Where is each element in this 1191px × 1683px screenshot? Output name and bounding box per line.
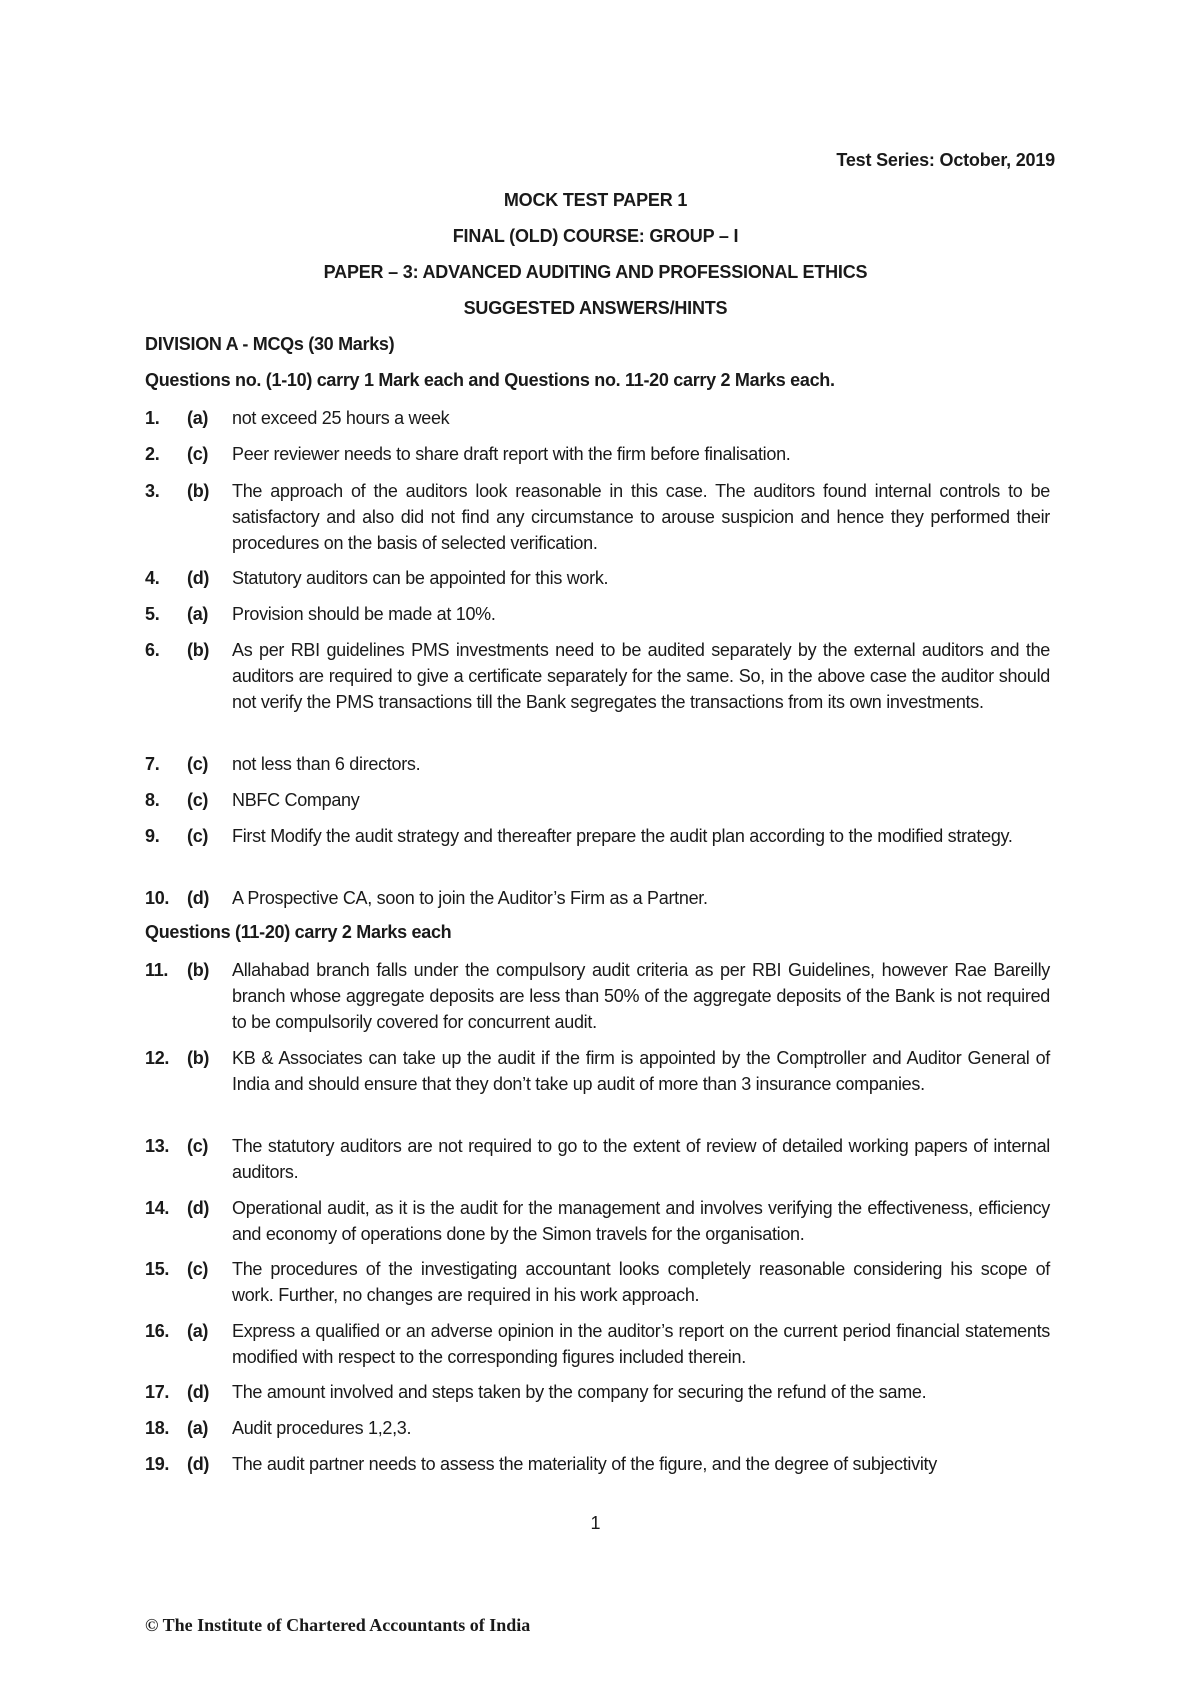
answer-option: (d) (187, 888, 210, 908)
answer-option: (c) (187, 754, 209, 774)
answer-option: (a) (187, 1418, 209, 1438)
answer-text: The audit partner needs to assess the materiality of the figure, and the degree of subjectivity (232, 1454, 937, 1474)
answer-text: Statutory auditors can be appointed for this work. (232, 568, 609, 588)
answer-item (145, 601, 1050, 627)
division-heading: DIVISION A - MCQs (30 Marks) (145, 334, 395, 354)
section-heading: Questions (11-20) carry 2 Marks each (145, 922, 452, 942)
answer-option: (d) (187, 1198, 210, 1218)
answer-text: First Modify the audit strategy and thereafter prepare the audit plan according to the modified strategy. (232, 826, 1013, 846)
answer-option: (b) (187, 640, 210, 660)
answer-item (145, 1045, 1050, 1097)
answer-text: KB & Associates can take up the audit if the firm is appointed by the Comptroller and Auditor General of India and should ensure that they don’t take up audit of more than 3 insurance companies. (232, 1048, 1050, 1094)
answer-option: (c) (187, 1136, 209, 1156)
answer-number: 10. (145, 888, 170, 908)
answer-text: Peer reviewer needs to share draft report with the firm before finalisation. (232, 444, 791, 464)
answer-item (145, 405, 1050, 431)
answer-text: The amount involved and steps taken by the company for securing the refund of the same. (232, 1382, 927, 1402)
answer-item (145, 1379, 1050, 1405)
answer-item (145, 1415, 1050, 1441)
answer-item (145, 637, 1050, 715)
answer-item (145, 1451, 1050, 1477)
answer-text: Express a qualified or an adverse opinion in the auditor’s report on the current period financial statements modified with respect to the corresponding figures included therein. (232, 1321, 1050, 1367)
answer-item (145, 823, 1050, 849)
answer-number: 11. (145, 960, 169, 980)
answer-number: 12. (145, 1048, 170, 1068)
copyright-footer: © The Institute of Chartered Accountants of India (145, 1615, 531, 1635)
answer-option: (a) (187, 408, 209, 428)
answer-item (145, 1133, 1050, 1185)
instruction-heading: Questions no. (1-10) carry 1 Mark each and Questions no. 11-20 carry 2 Marks each. (145, 370, 835, 390)
course-title: FINAL (OLD) COURSE: GROUP – I (452, 226, 739, 246)
answer-item (145, 751, 1050, 777)
answer-option: (d) (187, 568, 210, 588)
answer-item (145, 1256, 1050, 1308)
answer-item (145, 441, 1050, 467)
answer-number: 6. (145, 640, 160, 660)
answer-number: 19. (145, 1454, 170, 1474)
answer-text: Provision should be made at 10%. (232, 604, 496, 624)
answer-text: The statutory auditors are not required to go to the extent of review of detailed working papers of internal auditors. (232, 1136, 1050, 1182)
answer-number: 16. (145, 1321, 170, 1341)
answer-text: Audit procedures 1,2,3. (232, 1418, 412, 1438)
answer-item (145, 957, 1050, 1035)
answer-number: 1. (145, 408, 160, 428)
answer-option: (a) (187, 1321, 209, 1341)
answer-number: 7. (145, 754, 160, 774)
answer-number: 13. (145, 1136, 170, 1156)
answer-text: Operational audit, as it is the audit for the management and involves verifying the effectiveness, efficiency and economy of operations done by the Simon travels for the organisation. (232, 1198, 1050, 1244)
answer-text: NBFC Company (232, 790, 360, 810)
paper-subject: PAPER – 3: ADVANCED AUDITING AND PROFESSIONAL ETHICS (323, 262, 868, 282)
answer-text: As per RBI guidelines PMS investments need to be audited separately by the external auditors and the auditors are required to give a certificate separately for the same. So, in the above case the auditor should not verify the PMS transactions till the Bank segregates the transactions from its own investments. (232, 640, 1050, 712)
answer-text: not less than 6 directors. (232, 754, 421, 774)
answer-text: not exceed 25 hours a week (232, 408, 450, 428)
answer-option: (c) (187, 826, 209, 846)
answer-item (145, 565, 1050, 591)
answer-number: 5. (145, 604, 160, 624)
answer-option: (d) (187, 1382, 210, 1402)
answer-option: (c) (187, 790, 209, 810)
answer-number: 17. (145, 1382, 170, 1402)
answer-item (145, 1318, 1050, 1370)
answer-item (145, 885, 1050, 911)
answer-option: (c) (187, 1259, 209, 1279)
answer-option: (a) (187, 604, 209, 624)
answer-option: (b) (187, 960, 210, 980)
answer-number: 8. (145, 790, 160, 810)
answer-number: 4. (145, 568, 160, 588)
answer-number: 9. (145, 826, 160, 846)
answer-number: 18. (145, 1418, 170, 1438)
answer-number: 2. (145, 444, 160, 464)
answer-text: The approach of the auditors look reasonable in this case. The auditors found internal controls to be satisfactory and also did not find any circumstance to arouse suspicion and hence they performed their procedures on the basis of selected verification. (232, 481, 1050, 553)
answer-text: A Prospective CA, soon to join the Auditor’s Firm as a Partner. (232, 888, 708, 908)
answer-item (145, 787, 1050, 813)
test-series-label: Test Series: October, 2019 (836, 150, 1055, 170)
answer-number: 15. (145, 1259, 170, 1279)
answers-title: SUGGESTED ANSWERS/HINTS (463, 298, 728, 318)
answer-text: The procedures of the investigating accountant looks completely reasonable considering his scope of work. Further, no changes are required in his work approach. (232, 1259, 1050, 1305)
answer-item (145, 478, 1050, 556)
answer-option: (d) (187, 1454, 210, 1474)
answer-option: (c) (187, 444, 209, 464)
answer-option: (b) (187, 481, 210, 501)
answer-option: (b) (187, 1048, 210, 1068)
answer-number: 3. (145, 481, 160, 501)
answer-number: 14. (145, 1198, 170, 1218)
page-number: 1 (590, 1513, 601, 1533)
answer-item (145, 1195, 1050, 1247)
answer-text: Allahabad branch falls under the compulsory audit criteria as per RBI Guidelines, however Rae Bareilly branch whose aggregate deposits are less than 50% of the aggregate deposits of the Bank is not required to be compulsorily covered for concurrent audit. (232, 960, 1050, 1032)
paper-title: MOCK TEST PAPER 1 (503, 190, 688, 210)
